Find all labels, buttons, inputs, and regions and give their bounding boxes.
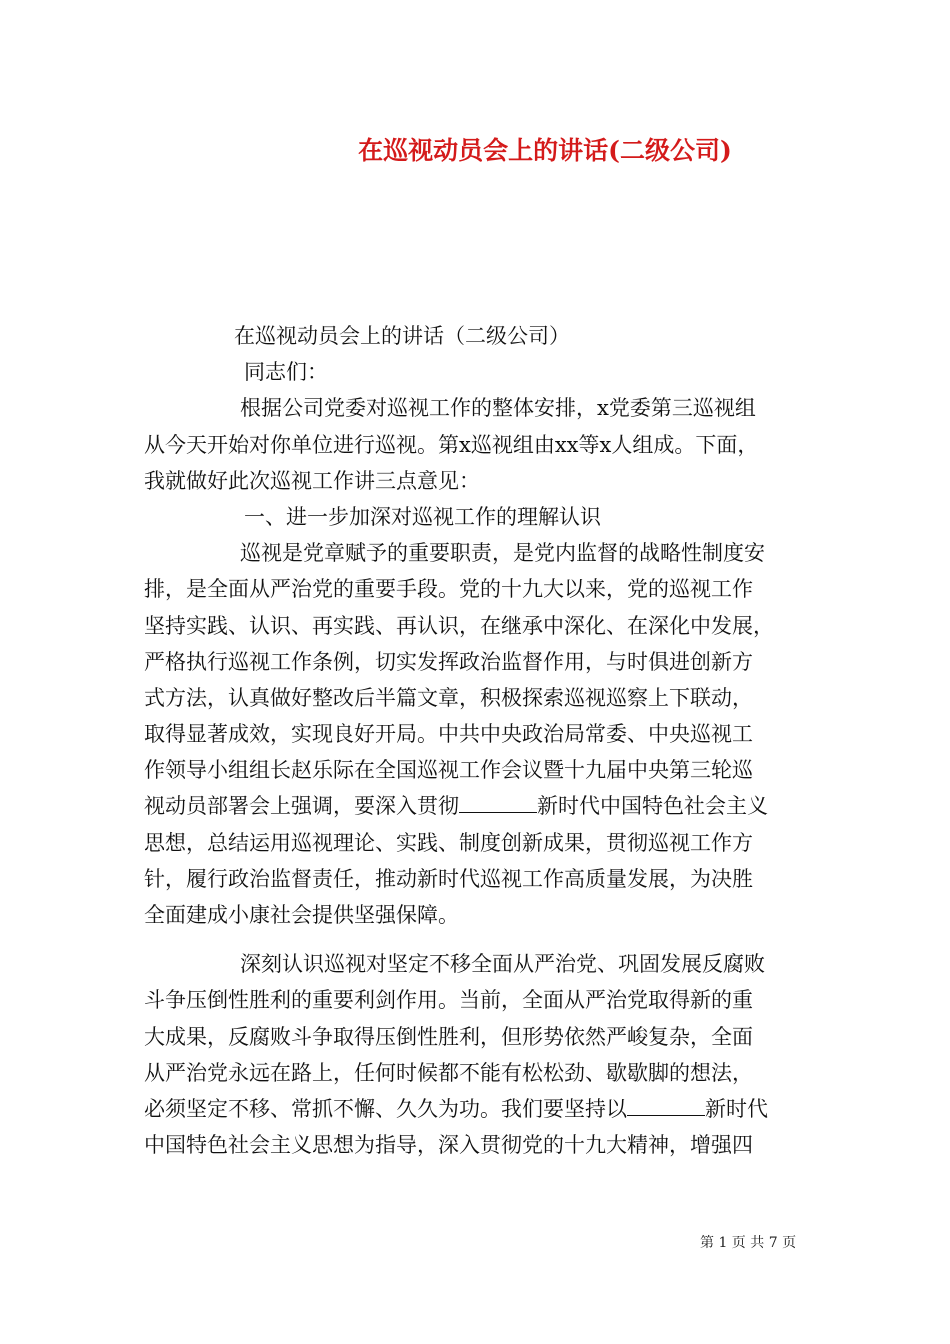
- paragraph-line: 全面建成小康社会提供坚强保障。: [144, 903, 459, 927]
- paragraph-line: [144, 788, 814, 824]
- paragraph-line: 作领导小组组长赵乐际在全国巡视工作会议暨十九届中央第三轮巡: [144, 758, 753, 783]
- document-body: [144, 318, 814, 1163]
- paragraph-fragment: 必须坚定不移、常抓不懈、久久为功。我们要坚持以: [144, 1096, 627, 1121]
- paragraph-fragment: 新时代: [705, 1096, 768, 1121]
- paragraph-line: 排，是全面从严治党的重要手段。党的十九大以来，党的巡视工作: [144, 577, 753, 602]
- salutation: 同志们：: [244, 360, 328, 385]
- section-heading: 一、进一步加深对巡视工作的理解认识: [244, 504, 601, 529]
- page-number: 第 1 页 共 7 页: [700, 1235, 797, 1251]
- paragraph-line: 深刻认识巡视对坚定不移全面从严治党、巩固发展反腐败: [240, 952, 765, 977]
- paragraph-line: 从今天开始对你单位进行巡视。第x巡视组由xx等x人组成。下面，: [144, 432, 759, 457]
- paragraph-line: 根据公司党委对巡视工作的整体安排，x党委第三巡视组: [240, 396, 756, 421]
- paragraph-line: 坚持实践、认识、再实践、再认识，在继承中深化、在深化中发展，: [144, 613, 774, 638]
- paragraph-line: 斗争压倒性胜利的重要利剑作用。当前，全面从严治党取得新的重: [144, 988, 753, 1013]
- paragraph-line: 中国特色社会主义思想为指导，深入贯彻党的十九大精神，增强四: [144, 1133, 753, 1158]
- paragraph-fragment: 新时代中国特色社会主义: [537, 794, 768, 819]
- fill-blank: [459, 794, 537, 813]
- document-title: 在巡视动员会上的讲话(二级公司): [358, 136, 732, 165]
- paragraph-line: 严格执行巡视工作条例，切实发挥政治监督作用，与时俱进创新方: [144, 649, 753, 674]
- paragraph-line: 从严治党永远在路上，任何时候都不能有松松劲、歇歇脚的想法，: [144, 1060, 753, 1085]
- paragraph-line: 针，履行政治监督责任，推动新时代巡视工作高质量发展，为决胜: [144, 866, 753, 891]
- paragraph-gap: [144, 933, 814, 946]
- paragraph-fragment: 视动员部署会上强调，要深入贯彻: [144, 794, 459, 819]
- subtitle: 在巡视动员会上的讲话（二级公司）: [234, 324, 570, 348]
- fill-blank: [627, 1097, 705, 1116]
- paragraph-line: 巡视是党章赋予的重要职责，是党内监督的战略性制度安: [240, 541, 765, 566]
- paragraph-line: 式方法，认真做好整改后半篇文章，积极探索巡视巡察上下联动，: [144, 685, 753, 710]
- paragraph-line: 思想，总结运用巡视理论、实践、制度创新成果，贯彻巡视工作方: [144, 830, 753, 855]
- paragraph-line: [144, 1091, 814, 1127]
- paragraph-line: 取得显著成效，实现良好开局。中共中央政治局常委、中央巡视工: [144, 722, 753, 747]
- paragraph-line: 我就做好此次巡视工作讲三点意见：: [144, 468, 480, 493]
- paragraph-line: 大成果，反腐败斗争取得压倒性胜利，但形势依然严峻复杂，全面: [144, 1024, 753, 1049]
